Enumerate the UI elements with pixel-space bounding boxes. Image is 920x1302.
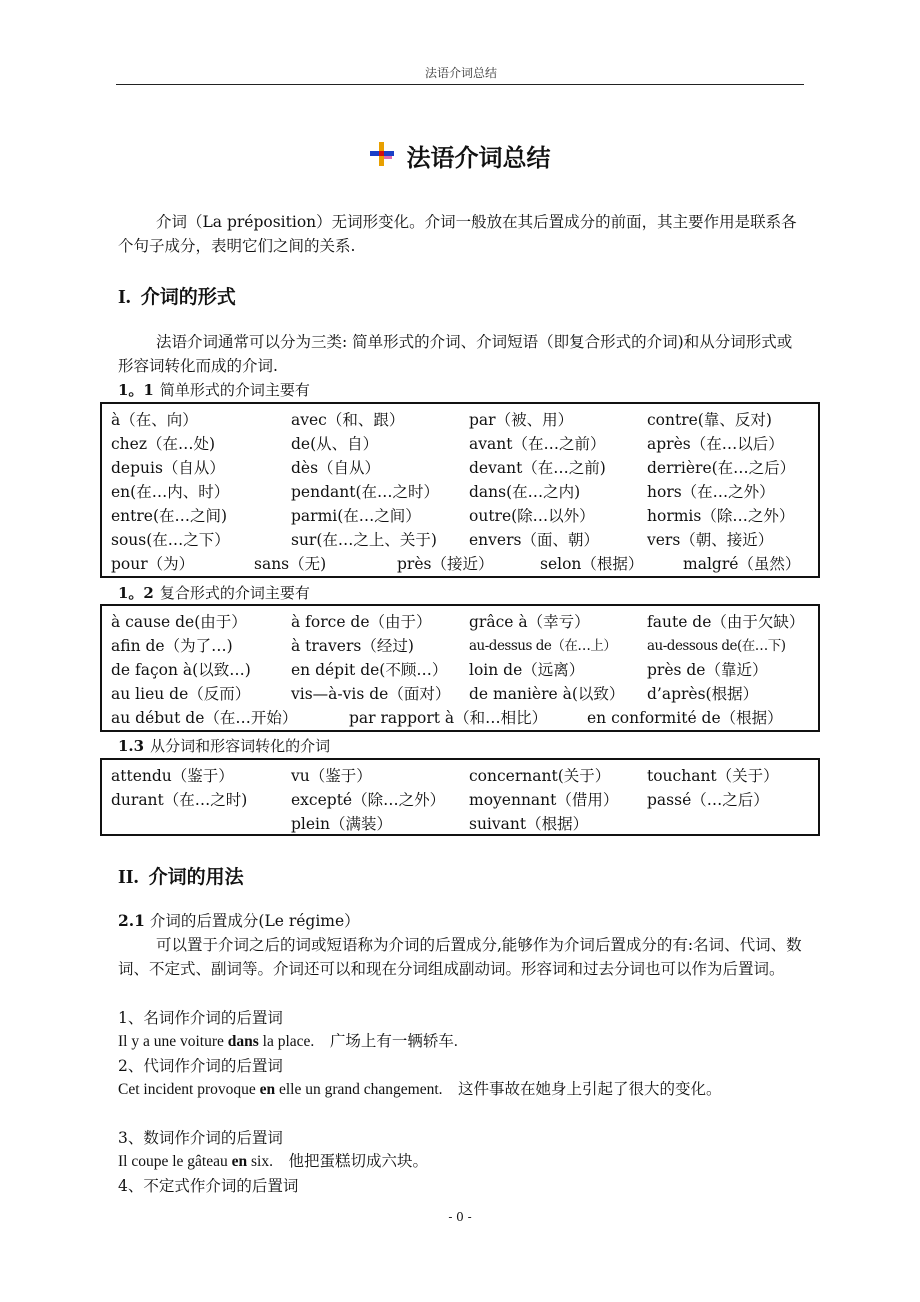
item-label: 3、数词作介词的后置词 bbox=[118, 1129, 283, 1147]
subsection-2-1 bbox=[118, 909, 804, 933]
preposition-cell: au-dessous de(在…下) bbox=[647, 638, 786, 654]
preposition-cell: en dépit de(不顾…） bbox=[291, 661, 448, 679]
subsection-title: 介词的后置成分(Le régime） bbox=[149, 912, 360, 930]
item-label: 2、代词作介词的后置词 bbox=[118, 1057, 283, 1075]
intro-paragraph: 介词（La préposition）无词形变化。介词一般放在其后置成分的前面，其主要作用是联系各个句子成分，表明它们之间的关系. bbox=[118, 213, 797, 255]
compound-prepositions-table bbox=[100, 604, 820, 732]
preposition-cell: excepté（除…之外） bbox=[291, 791, 446, 809]
table-row bbox=[102, 552, 818, 576]
preposition-cell: près（接近） bbox=[397, 555, 494, 573]
preposition-cell: sous(在…之下） bbox=[111, 531, 230, 549]
preposition-cell: au lieu de（反而） bbox=[111, 685, 251, 703]
table-row bbox=[102, 812, 818, 836]
preposition-cell: dans(在…之内) bbox=[469, 483, 581, 501]
preposition-cell: à cause de(由于） bbox=[111, 613, 247, 631]
example-text: Il y a une voiture bbox=[118, 1033, 228, 1050]
preposition-cell: au début de（在…开始） bbox=[111, 709, 298, 727]
preposition-cell: à（在、向） bbox=[111, 411, 198, 429]
preposition-cell: d’après(根据） bbox=[647, 685, 759, 703]
subsection-1-2 bbox=[100, 582, 820, 604]
example-translation: 他把蛋糕切成六块。 bbox=[288, 1153, 428, 1170]
table-row bbox=[102, 456, 818, 480]
preposition-cell: faute de（由于欠缺） bbox=[647, 613, 805, 631]
preposition-cell: vu（鉴于） bbox=[291, 767, 372, 785]
table-row bbox=[102, 682, 818, 706]
example-sentence bbox=[118, 1150, 804, 1174]
preposition-cell: de(从、自） bbox=[291, 435, 379, 453]
participle-prepositions-table bbox=[100, 758, 820, 836]
preposition-cell: avec（和、跟） bbox=[291, 411, 405, 429]
table-row bbox=[102, 658, 818, 682]
preposition-cell: pour（为） bbox=[111, 555, 195, 573]
subsection-title: 复合形式的介词主要有 bbox=[159, 584, 310, 602]
preposition-cell: de manière à(以致） bbox=[469, 685, 625, 703]
preposition-cell: contre(靠、反对) bbox=[647, 411, 772, 429]
preposition-cell: au-dessus de（在…上） bbox=[469, 638, 617, 654]
preposition-cell: concernant(关于） bbox=[469, 767, 611, 785]
preposition-cell: durant（在…之时) bbox=[111, 791, 248, 809]
preposition-cell: derrière(在…之后） bbox=[647, 459, 796, 477]
preposition-cell: sur(在…之上、关于) bbox=[291, 531, 437, 549]
preposition-cell: parmi(在…之间） bbox=[291, 507, 421, 525]
table-row bbox=[102, 432, 818, 456]
preposition-cell: pendant(在…之时） bbox=[291, 483, 439, 501]
title-block bbox=[0, 138, 920, 173]
preposition-cell: vis—à-vis de（面对） bbox=[291, 685, 451, 703]
subsection-number: 2.1 bbox=[118, 911, 145, 930]
cross-bullet-icon bbox=[369, 141, 395, 171]
preposition-cell: sans（无) bbox=[254, 555, 327, 573]
table-row bbox=[102, 706, 818, 730]
subsection-number: 1.3 bbox=[118, 737, 145, 755]
subsection-title: 从分词和形容词转化的介词 bbox=[150, 737, 331, 755]
preposition-cell: loin de（远离） bbox=[469, 661, 585, 679]
preposition-cell: touchant（关于） bbox=[647, 767, 779, 785]
section1-number: I. bbox=[118, 286, 131, 308]
preposition-cell: en conformité de（根据） bbox=[587, 709, 783, 727]
preposition-cell: suivant（根据） bbox=[469, 815, 589, 833]
preposition-cell: près de（靠近） bbox=[647, 661, 768, 679]
subsection-1-1 bbox=[100, 379, 820, 401]
subsection-number: 1。2 bbox=[118, 584, 154, 602]
preposition-cell: moyennant（借用） bbox=[469, 791, 619, 809]
preposition-cell: vers（朝、接近） bbox=[647, 531, 774, 549]
preposition-cell: depuis（自从） bbox=[111, 459, 225, 477]
subsection-1-3 bbox=[100, 735, 820, 757]
example-text: Cet incident provoque bbox=[118, 1081, 260, 1098]
example-translation: 这件事故在她身上引起了很大的变化。 bbox=[458, 1081, 722, 1098]
item-label: 1、名词作介词的后置词 bbox=[118, 1009, 283, 1027]
preposition-cell: plein（满装） bbox=[291, 815, 392, 833]
subsection-title: 简单形式的介词主要有 bbox=[159, 381, 310, 399]
section2-heading bbox=[118, 862, 244, 889]
page-number: - 0 - bbox=[448, 1210, 472, 1224]
preposition-cell: dès（自从） bbox=[291, 459, 381, 477]
preposition-cell: entre(在…之间) bbox=[111, 507, 228, 525]
example-preposition: en bbox=[231, 1153, 248, 1170]
item-label: 4、不定式作介词的后置词 bbox=[118, 1177, 299, 1195]
preposition-cell: à travers（经过) bbox=[291, 637, 414, 655]
simple-prepositions-table bbox=[100, 402, 820, 578]
preposition-cell: hormis（除…之外） bbox=[647, 507, 795, 525]
example-preposition: en bbox=[259, 1081, 276, 1098]
example-sentence bbox=[118, 1078, 804, 1102]
subsection-number: 1。1 bbox=[118, 381, 154, 399]
header-rule bbox=[116, 84, 804, 85]
example-translation: 广场上有一辆轿车. bbox=[329, 1033, 458, 1050]
example-text: la place. bbox=[258, 1033, 315, 1050]
example-text: six. bbox=[247, 1153, 273, 1170]
preposition-cell: grâce à（幸亏） bbox=[469, 613, 590, 631]
page-title: 法语介词总结 bbox=[406, 144, 551, 172]
table-row bbox=[102, 504, 818, 528]
table-row bbox=[102, 528, 818, 552]
example-text: elle un grand changement. bbox=[275, 1081, 443, 1098]
section2-title: 介词的用法 bbox=[148, 866, 244, 888]
preposition-cell: passé（…之后） bbox=[647, 791, 769, 809]
table-row bbox=[102, 610, 818, 634]
preposition-cell: afin de（为了…) bbox=[111, 637, 233, 655]
preposition-cell: par rapport à（和…相比） bbox=[349, 709, 548, 727]
preposition-cell: malgré（虽然） bbox=[683, 555, 801, 573]
preposition-cell: hors（在…之外） bbox=[647, 483, 775, 501]
example-text: Il coupe le gâteau bbox=[118, 1153, 232, 1170]
preposition-cell: après（在…以后） bbox=[647, 435, 784, 453]
preposition-cell: devant（在…之前) bbox=[469, 459, 606, 477]
preposition-cell: outre(除…以外） bbox=[469, 507, 595, 525]
preposition-cell: chez（在…处) bbox=[111, 435, 216, 453]
preposition-cell: envers（面、朝） bbox=[469, 531, 599, 549]
table-row bbox=[102, 408, 818, 432]
preposition-cell: avant（在…之前） bbox=[469, 435, 606, 453]
preposition-cell: selon（根据） bbox=[540, 555, 644, 573]
preposition-cell: à force de（由于） bbox=[291, 613, 432, 631]
preposition-cell: de façon à(以致…) bbox=[111, 661, 251, 679]
section1-title: 介词的形式 bbox=[140, 286, 236, 308]
running-header: 法语介词总结 bbox=[424, 66, 497, 80]
section2-number: II. bbox=[118, 866, 139, 888]
example-sentence bbox=[118, 1030, 804, 1054]
section1-heading bbox=[118, 282, 236, 309]
table-row bbox=[102, 764, 818, 788]
preposition-cell: en(在…内、时） bbox=[111, 483, 230, 501]
section2-paragraph: 可以置于介词之后的词或短语称为介词的后置成分,能够作为介词后置成分的有:名词、代词、数词、不定式、副词等。介词还可以和现在分词组成副动词。形容词和过去分词也可以作为后置词。 bbox=[118, 936, 802, 978]
table-row bbox=[102, 480, 818, 504]
table-row bbox=[102, 634, 818, 658]
table-row bbox=[102, 788, 818, 812]
section1-paragraph: 法语介词通常可以分为三类: 简单形式的介词、介词短语（即复合形式的介词)和从分词形式或形容词转化而成的介词. bbox=[118, 333, 793, 375]
preposition-cell: attendu（鉴于） bbox=[111, 767, 234, 785]
preposition-cell: par（被、用） bbox=[469, 411, 574, 429]
example-preposition: dans bbox=[227, 1033, 259, 1050]
